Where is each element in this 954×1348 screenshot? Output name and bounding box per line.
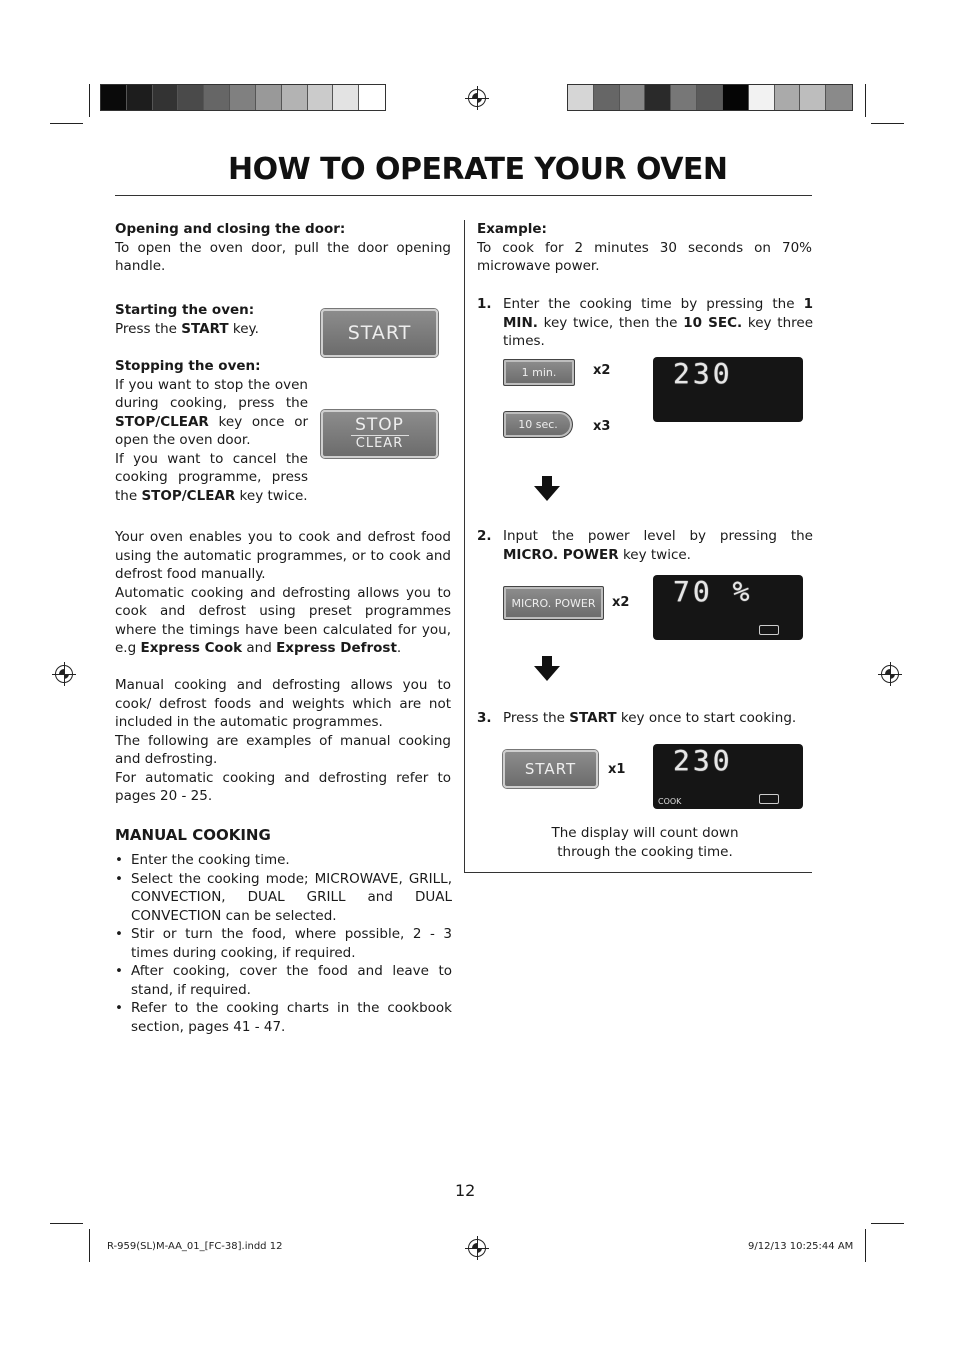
page-title: HOW TO OPERATE YOUR OVEN — [228, 152, 728, 187]
example-text: To cook for 2 minutes 30 seconds on 70% microwave power. — [477, 239, 812, 274]
start-multiplier: x1 — [608, 762, 626, 777]
microwave-mode-icon — [759, 625, 779, 635]
registration-mark-icon — [55, 665, 73, 683]
microwave-mode-icon — [759, 794, 779, 804]
manual-cooking-heading: MANUAL COOKING — [115, 826, 271, 844]
micro-power-key-illustration: MICRO. POWER — [503, 586, 604, 620]
list-item: • Refer to the cooking charts in the cookbook section, pages 41 - 47. — [115, 1000, 452, 1035]
step-2: 2. Input the power level by pressing the MICRO. POWER key twice. — [477, 528, 813, 563]
micro-power-multiplier: x2 — [612, 595, 630, 610]
example-heading: Example: — [477, 221, 547, 237]
manual-paragraph-3: For automatic cooking and defrosting refer to pages 20 - 25. — [115, 769, 451, 804]
footer-file-name: R-959(SL)M-AA_01_[FC-38].indd 12 — [107, 1241, 283, 1252]
list-item: • After cooking, cover the food and leave to stand, if required. — [115, 963, 452, 998]
stop-clear-key-illustration: STOP CLEAR — [321, 410, 438, 458]
intro-section — [115, 528, 451, 658]
display-caption: The display will count down through the cooking time. — [551, 825, 739, 860]
color-bar-left — [100, 84, 386, 111]
10-sec-key-illustration: 10 sec. — [503, 411, 573, 438]
display-time-step-1 — [653, 357, 803, 422]
display-cook-label: COOK — [658, 797, 682, 806]
stop-heading: Stopping the oven: — [115, 358, 261, 374]
start-text: Press the START key. — [115, 320, 259, 337]
start-section — [115, 301, 315, 338]
display-digits: 230 — [673, 744, 733, 777]
stop-text-2: If you want to cancel the cooking programme, press the STOP/CLEAR key twice. — [115, 450, 308, 504]
intro-paragraph-1: Your oven enables you to cook and defrost food using the automatic programmes, or to cook and defrost food manually. — [115, 529, 451, 582]
start-key-illustration: START — [321, 309, 438, 357]
registration-mark-icon — [468, 89, 486, 107]
list-item: • Select the cooking mode; MICROWAVE, GRILL, CONVECTION, DUAL GRILL and DUAL CONVECTION can be selected. — [115, 870, 452, 924]
manual-intro-section — [115, 676, 451, 806]
column-divider — [464, 220, 465, 872]
10-sec-multiplier: x3 — [593, 419, 611, 434]
display-time-step-3 — [653, 744, 803, 809]
step-3: 3. Press the START key once to start cooking. — [477, 710, 797, 726]
start-heading: Starting the oven: — [115, 302, 255, 318]
stop-section — [115, 357, 308, 505]
door-text: To open the oven door, pull the door opening handle. — [115, 239, 451, 274]
1-min-multiplier: x2 — [593, 363, 611, 378]
list-item: • Stir or turn the food, where possible, 2 - 3 times during cooking, if required. — [115, 926, 452, 961]
footer-timestamp: 9/12/13 10:25:44 AM — [748, 1241, 854, 1252]
display-power-step-2 — [653, 575, 803, 640]
display-digits: 230 — [673, 357, 733, 390]
1-min-key-illustration: 1 min. — [503, 359, 575, 386]
registration-mark-icon — [468, 1239, 486, 1257]
example-box-bottom-rule — [464, 872, 812, 873]
start-key-illustration-step-3: START — [503, 750, 598, 788]
color-bar-right — [567, 84, 853, 111]
page-number: 12 — [455, 1181, 476, 1200]
manual-bullet-list — [115, 851, 452, 1036]
stop-text-1: If you want to stop the oven during cooking, press the STOP/CLEAR key once or open the oven door. — [115, 376, 308, 448]
manual-paragraph-1: Manual cooking and defrosting allows you to cook/ defrost foods and weights which are not included in the automatic programmes. — [115, 677, 451, 730]
intro-paragraph-2: Automatic cooking and defrosting allows you to cook and defrost using preset programmes where the timings have been calculated for you, e.g Express Cook and Express Defrost. — [115, 584, 451, 656]
door-section — [115, 220, 451, 276]
manual-paragraph-2: The following are examples of manual cooking and defrosting. — [115, 732, 451, 767]
door-heading: Opening and closing the door: — [115, 221, 346, 237]
example-section — [477, 220, 812, 276]
display-digits: 70 % — [673, 575, 753, 608]
step-1: 1. Enter the cooking time by pressing the 1 MIN. key twice, then the 10 SEC. key three times. — [477, 296, 814, 349]
registration-mark-icon — [881, 665, 899, 683]
list-item: • Enter the cooking time. — [115, 852, 290, 868]
title-rule — [115, 195, 812, 196]
